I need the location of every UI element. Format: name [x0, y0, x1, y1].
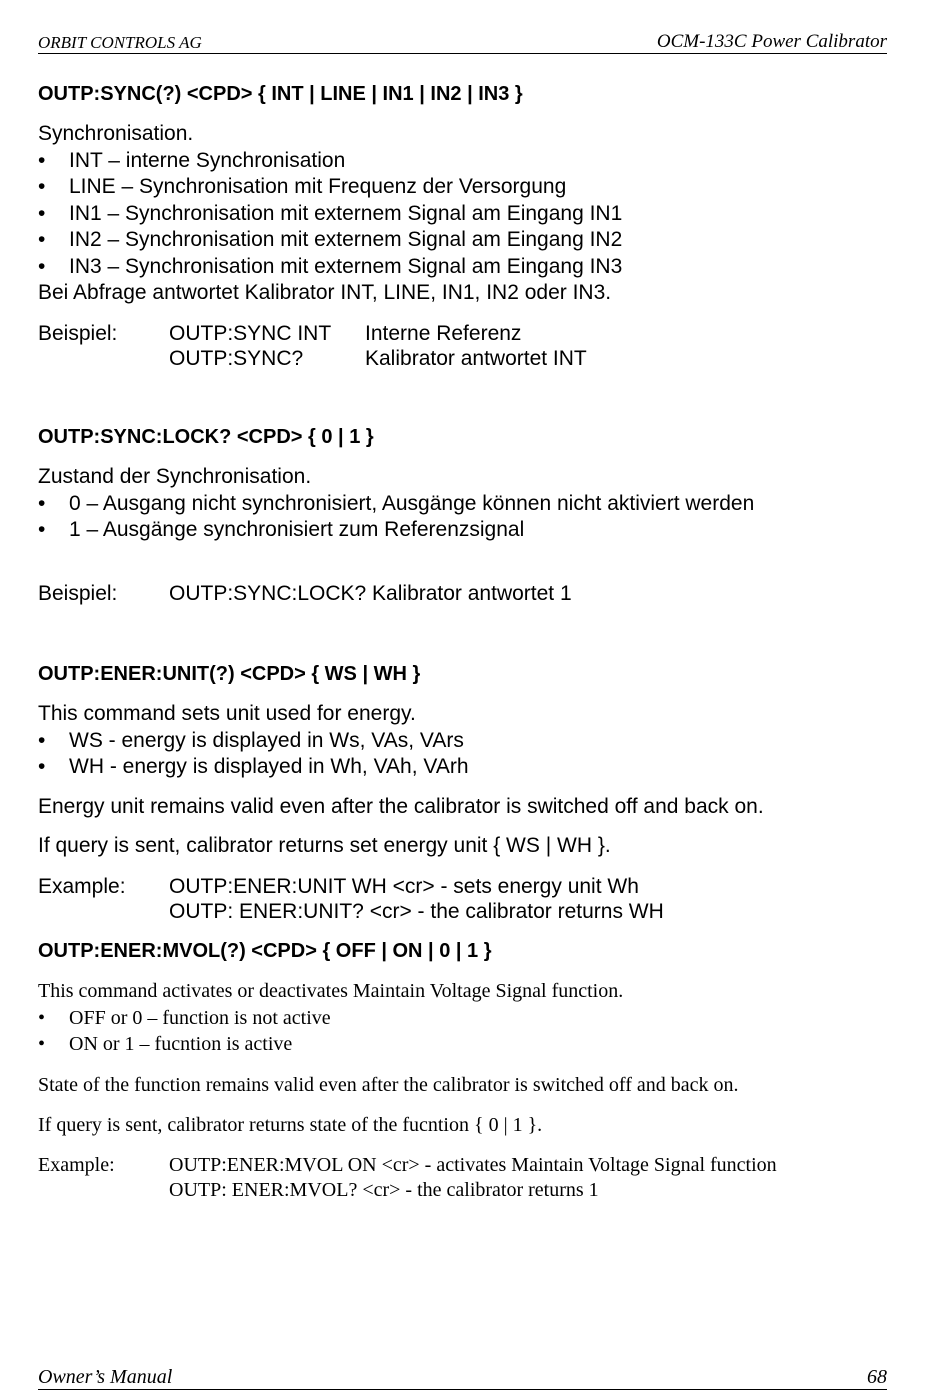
- lock-example: [38, 581, 898, 606]
- unit-list: [38, 728, 898, 781]
- example-row: OUTP:ENER:UNIT WH <cr> - sets energy unit Wh: [169, 874, 639, 898]
- footer-title: Owner’s Manual: [38, 1366, 173, 1388]
- list-item: • 1 – Ausgänge synchronisiert zum Referenzsignal: [38, 517, 898, 544]
- mvol-note-query: If query is sent, calibrator returns state of the fucntion { 0 | 1 }.: [38, 1114, 543, 1136]
- mvol-note-persist: State of the function remains valid even after the calibrator is switched off and back on.: [38, 1073, 739, 1096]
- mvol-example: [38, 1153, 898, 1203]
- unit-command: OUTP:ENER:UNIT(?) <CPD> { WS | WH }: [38, 663, 421, 685]
- header-product: OCM-133C Power Calibrator: [656, 31, 887, 52]
- list-item: • WS - energy is displayed in Ws, VAs, VArs: [38, 728, 898, 755]
- unit-example: [38, 874, 898, 924]
- sync-list: [38, 148, 898, 281]
- header-company: ORBIT CONTROLS AG: [38, 33, 202, 52]
- example-description: Interne Referenz: [365, 321, 522, 345]
- section-sync: [38, 81, 898, 371]
- list-item: • IN1 – Synchronisation mit externem Signal am Eingang IN1: [38, 201, 898, 228]
- example-row: [38, 346, 898, 371]
- lock-command: OUTP:SYNC:LOCK? <CPD> { 0 | 1 }: [38, 426, 374, 448]
- section-energy-unit: [38, 661, 898, 924]
- sync-example: [38, 321, 898, 371]
- sync-intro: Synchronisation.: [38, 122, 194, 145]
- page-number: 68: [867, 1366, 887, 1388]
- example-command: OUTP:SYNC?: [169, 346, 304, 370]
- example-row: OUTP: ENER:UNIT? <cr> - the calibrator returns WH: [169, 899, 664, 923]
- list-item: • INT – interne Synchronisation: [38, 148, 898, 175]
- example-row: OUTP: ENER:MVOL? <cr> - the calibrator returns 1: [169, 1178, 599, 1201]
- page-header: [38, 32, 887, 54]
- list-item: • 0 – Ausgang nicht synchronisiert, Ausgänge können nicht aktiviert werden: [38, 491, 898, 518]
- mvol-command: OUTP:ENER:MVOL(?) <CPD> { OFF | ON | 0 | 1 }: [38, 940, 492, 962]
- example-row: OUTP:SYNC:LOCK? Kalibrator antwortet 1: [169, 581, 572, 605]
- page-footer: [38, 1367, 887, 1390]
- list-item: • IN2 – Synchronisation mit externem Signal am Eingang IN2: [38, 227, 898, 254]
- section-lock: [38, 424, 898, 606]
- lock-list: [38, 491, 898, 544]
- unit-note-query: If query is sent, calibrator returns set energy unit { WS | WH }.: [38, 834, 611, 857]
- list-item: • OFF or 0 – function is not active: [38, 1005, 898, 1032]
- example-label: Example:: [38, 874, 126, 898]
- unit-note-persist: Energy unit remains valid even after the calibrator is switched off and back on.: [38, 794, 764, 818]
- list-item: • ON or 1 – fucntion is active: [38, 1031, 898, 1058]
- lock-intro: Zustand der Synchronisation.: [38, 465, 312, 488]
- example-label: Beispiel:: [38, 321, 118, 345]
- sync-command: OUTP:SYNC(?) <CPD> { INT | LINE | IN1 | IN2 | IN3 }: [38, 83, 523, 105]
- example-label: Beispiel:: [38, 581, 118, 605]
- example-row: [38, 321, 898, 346]
- list-item: • LINE – Synchronisation mit Frequenz der Versorgung: [38, 174, 898, 201]
- example-command: OUTP:SYNC INT: [169, 321, 332, 345]
- mvol-list: [38, 1005, 898, 1058]
- section-energy-mvol: [38, 938, 898, 1203]
- list-item: • IN3 – Synchronisation mit externem Signal am Eingang IN3: [38, 254, 898, 281]
- unit-intro: This command sets unit used for energy.: [38, 702, 416, 725]
- mvol-intro: This command activates or deactivates Maintain Voltage Signal function.: [38, 980, 624, 1002]
- sync-query-note: Bei Abfrage antwortet Kalibrator INT, LINE, IN1, IN2 oder IN3.: [38, 281, 612, 304]
- list-item: • WH - energy is displayed in Wh, VAh, VArh: [38, 754, 898, 781]
- example-row: OUTP:ENER:MVOL ON <cr> - activates Maintain Voltage Signal function: [169, 1153, 777, 1176]
- example-label: Example:: [38, 1153, 115, 1176]
- example-description: Kalibrator antwortet INT: [365, 346, 587, 370]
